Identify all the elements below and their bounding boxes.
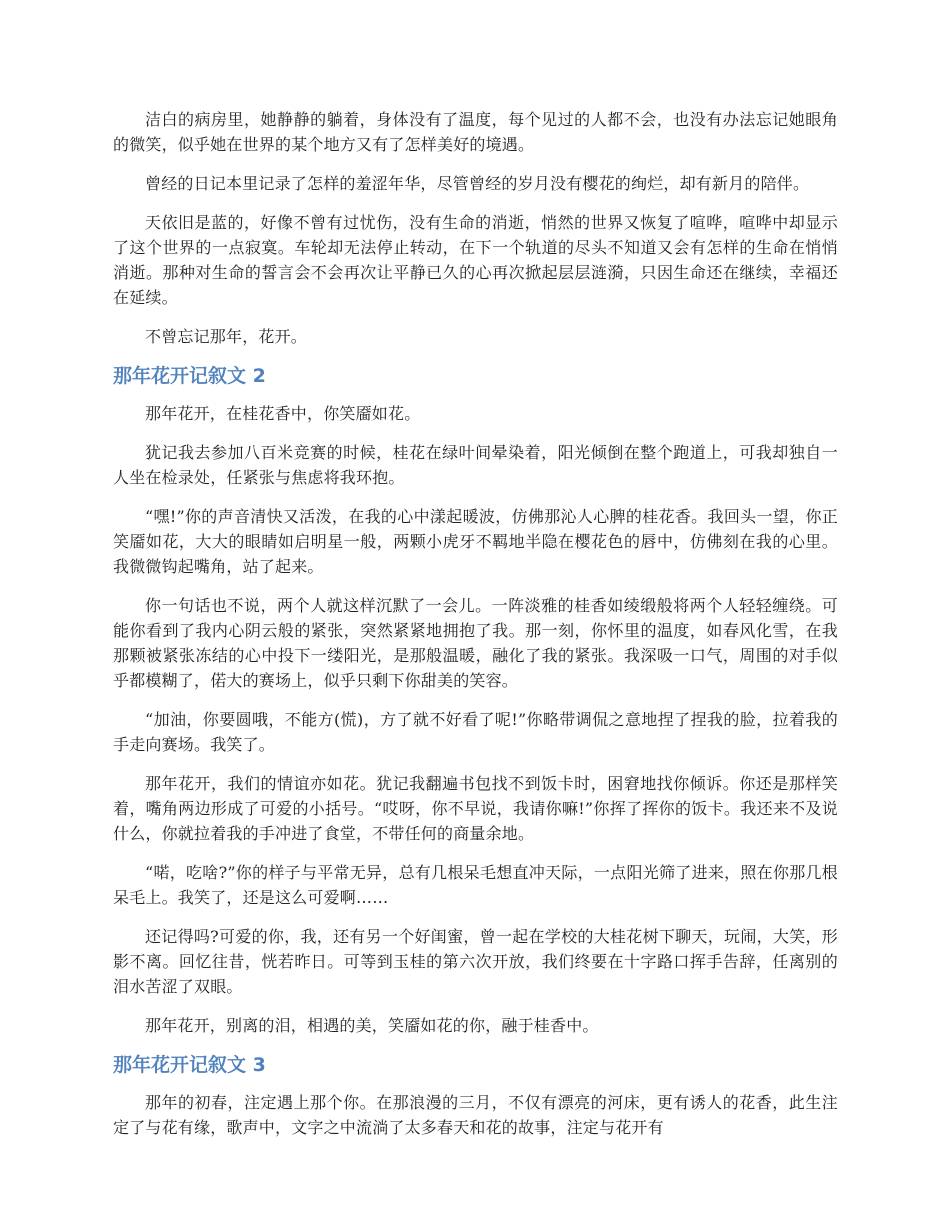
paragraph: 那年的初春，注定遇上那个你。在那浪漫的三月，不仅有漂亮的河床，更有诱人的花香，此生注定了与花有缘，歌声中，文字之中流淌了太多春天和花的故事，注定与花开有 [113, 1093, 838, 1137]
section-heading: 那年花开记叙文 2 [113, 365, 266, 387]
paragraph: 你一句话也不说，两个人就这样沉默了一会儿。一阵淡雅的桂香如绫缎般将两个人轻轻缠绕。可能你看到了我内心阴云般的紧张，突然紧紧地拥抱了我。那一刻，你怀里的温度，如春风化雪，在我那颗被紧张冻结的心中投下一缕阳光，是那般温暖，融化了我的紧张。我深吸一口气，周围的对手似乎都模糊了，偌大的赛场上，似乎只剩下你甜美的笑容。 [113, 596, 838, 690]
paragraph: 那年花开，别离的泪，相遇的美，笑靥如花的你，融于桂香中。 [145, 1016, 599, 1035]
section-1 [113, 107, 838, 349]
section-2 [113, 363, 838, 1038]
paragraph: 犹记我去参加八百米竞赛的时候，桂花在绿叶间晕染着，阳光倾倒在整个跑道上，可我却独自一人坐在检录处，任紧张与焦虑将我环抱。 [113, 443, 838, 487]
paragraph: 还记得吗?可爱的你，我，还有另一个好闺蜜，曾一起在学校的大桂花树下聊天，玩闹，大笑，形影不离。回忆往昔，恍若昨日。可等到玉桂的第六次开放，我们终要在十字路口挥手告辞，任离别的泪水苦涩了双眼。 [113, 927, 838, 996]
paragraph: 曾经的日记本里记录了怎样的羞涩年华，尽管曾经的岁月没有樱花的绚烂，却有新月的陪伴。 [145, 174, 810, 193]
document-page [113, 107, 838, 1154]
paragraph: 天依旧是蓝的，好像不曾有过忧伤，没有生命的消逝，悄然的世界又恢复了喧哗，喧哗中却显示了这个世界的一点寂寞。车轮却无法停止转动，在下一个轨道的尽头不知道又会有怎样的生命在悄悄消逝。那种对生命的誓言会不会再次让平静已久的心再次掀起层层涟漪，只因生命还在继续，幸福还在延续。 [113, 213, 838, 307]
paragraph: 那年花开，我们的情谊亦如花。犹记我翻遍书包找不到饭卡时，困窘地找你倾诉。你还是那样笑着，嘴角两边形成了可爱的小括号。“哎呀，你不早说，我请你嘛!”你挥了挥你的饭卡。我还来不及说什么，你就拉着我的手冲进了食堂，不带任何的商量余地。 [113, 774, 838, 843]
paragraph: 那年花开，在桂花香中，你笑靥如花。 [145, 404, 421, 423]
paragraph: 洁白的病房里，她静静的躺着，身体没有了温度，每个见过的人都不会，也没有办法忘记她眼角的微笑，似乎她在世界的某个地方又有了怎样美好的境遇。 [113, 110, 838, 154]
section-heading: 那年花开记叙文 3 [113, 1054, 266, 1076]
paragraph: “嘿!”你的声音清快又活泼，在我的心中漾起暖波，仿佛那沁人心脾的桂花香。我回头一望，你正笑靥如花，大大的眼睛如启明星一般，两颗小虎牙不羁地半隐在樱花色的唇中，仿佛刻在我的心里。我微微钩起嘴角，站了起来。 [113, 507, 838, 576]
paragraph: “喏，吃啥?”你的样子与平常无异，总有几根呆毛想直冲天际，一点阳光筛了进来，照在你那几根呆毛上。我笑了，还是这么可爱啊…… [113, 863, 838, 907]
section-3 [113, 1052, 838, 1140]
paragraph: 不曾忘记那年，花开。 [145, 327, 308, 346]
paragraph: “加油，你要圆哦，不能方(慌)，方了就不好看了呢!”你略带调侃之意地捏了捏我的脸，拉着我的手走向赛场。我笑了。 [113, 710, 838, 754]
